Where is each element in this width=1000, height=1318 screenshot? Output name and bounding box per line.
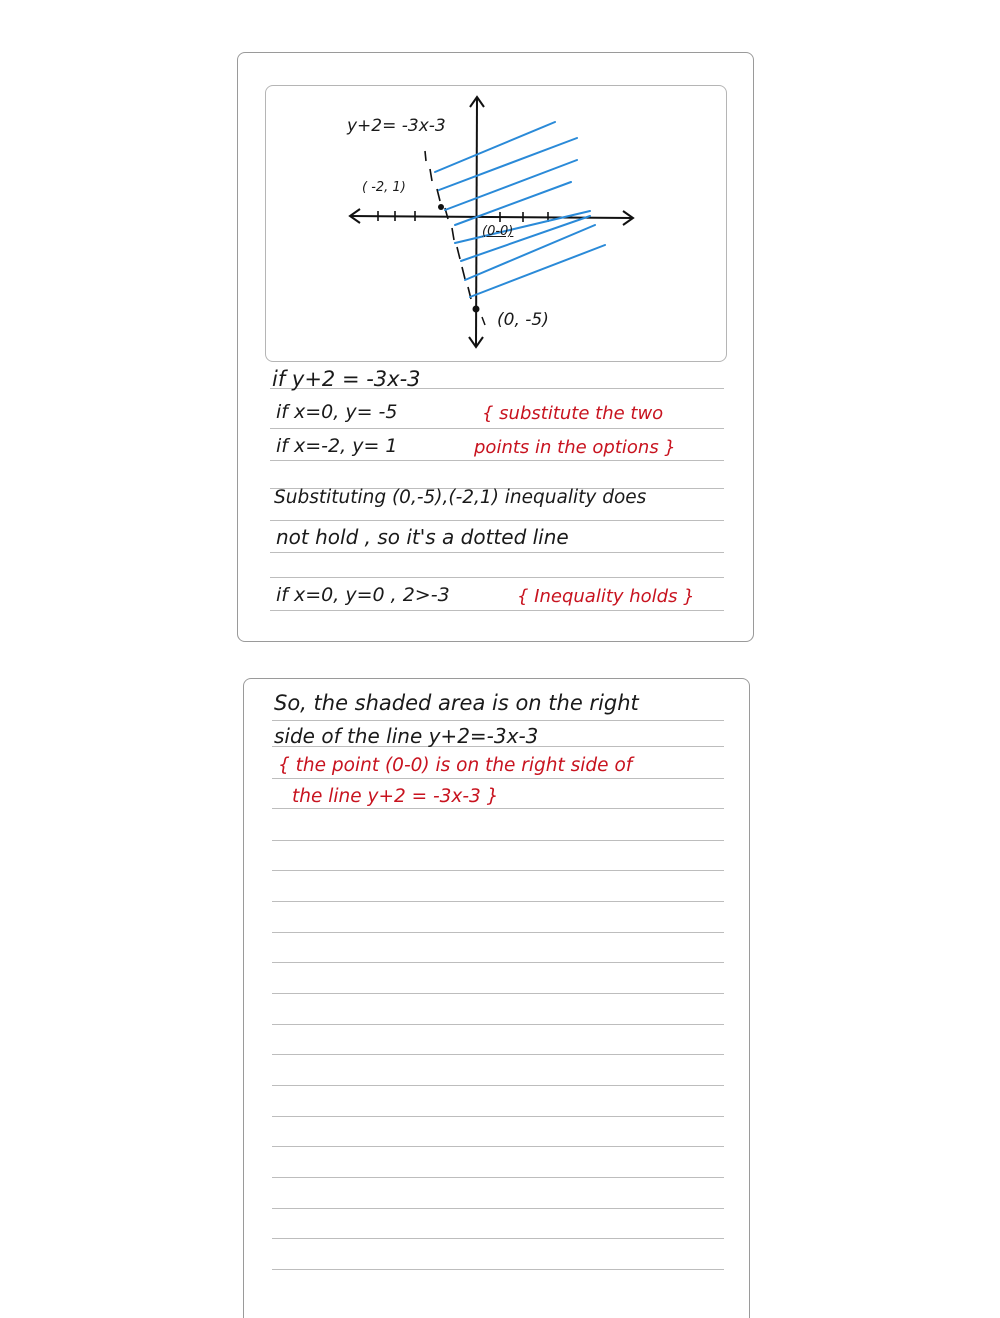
rule bbox=[272, 932, 724, 933]
rule bbox=[270, 577, 724, 578]
note-line-3-annotation: points in the options } bbox=[474, 437, 676, 458]
rule bbox=[272, 1208, 724, 1209]
rule bbox=[272, 1116, 724, 1117]
rule bbox=[272, 808, 724, 809]
note-line-6: if x=0, y=0 , 2>-3 bbox=[276, 584, 450, 606]
rule bbox=[272, 1269, 724, 1270]
shading-lines bbox=[435, 122, 605, 297]
point-marker-b bbox=[473, 306, 480, 313]
rule bbox=[272, 720, 724, 721]
rule bbox=[270, 428, 724, 429]
point-b-tick bbox=[482, 317, 485, 325]
rule bbox=[270, 552, 724, 553]
note-line-2: if x=0, y= -5 bbox=[276, 401, 398, 423]
rule bbox=[272, 962, 724, 963]
dashed-boundary-line bbox=[425, 151, 471, 299]
rule bbox=[272, 1238, 724, 1239]
rule bbox=[272, 1054, 724, 1055]
rule bbox=[272, 901, 724, 902]
note-line-1: if y+2 = -3x-3 bbox=[272, 367, 421, 391]
rule bbox=[272, 870, 724, 871]
origin-label: (0-0) bbox=[482, 224, 514, 239]
note-line-4: Substituting (0,-5),(-2,1) inequality does bbox=[274, 487, 647, 508]
rule bbox=[270, 520, 724, 521]
rule bbox=[270, 610, 724, 611]
rule bbox=[272, 993, 724, 994]
point-a-label: ( -2, 1) bbox=[362, 180, 406, 195]
point-b-label: (0, -5) bbox=[497, 310, 549, 330]
rule bbox=[272, 1146, 724, 1147]
note-line-3: if x=-2, y= 1 bbox=[276, 435, 398, 457]
rule bbox=[272, 1085, 724, 1086]
note-line-5: not hold , so it's a dotted line bbox=[276, 525, 569, 549]
page2-line-1: So, the shaded area is on the right bbox=[274, 691, 639, 715]
page2-line-3: { the point (0-0) is on the right side of bbox=[278, 755, 633, 776]
rule bbox=[272, 778, 724, 779]
note-line-6-annotation: { Inequality holds } bbox=[517, 586, 695, 607]
rule bbox=[272, 840, 724, 841]
rule bbox=[270, 460, 724, 461]
point-marker-a bbox=[438, 204, 444, 210]
equation-label: y+2= -3x-3 bbox=[347, 116, 446, 136]
rule bbox=[272, 1177, 724, 1178]
page2-line-2: side of the line y+2=-3x-3 bbox=[274, 724, 539, 748]
note-line-2-annotation: { substitute the two bbox=[482, 403, 664, 424]
rule bbox=[272, 1024, 724, 1025]
page2-line-4: the line y+2 = -3x-3 } bbox=[292, 786, 499, 807]
